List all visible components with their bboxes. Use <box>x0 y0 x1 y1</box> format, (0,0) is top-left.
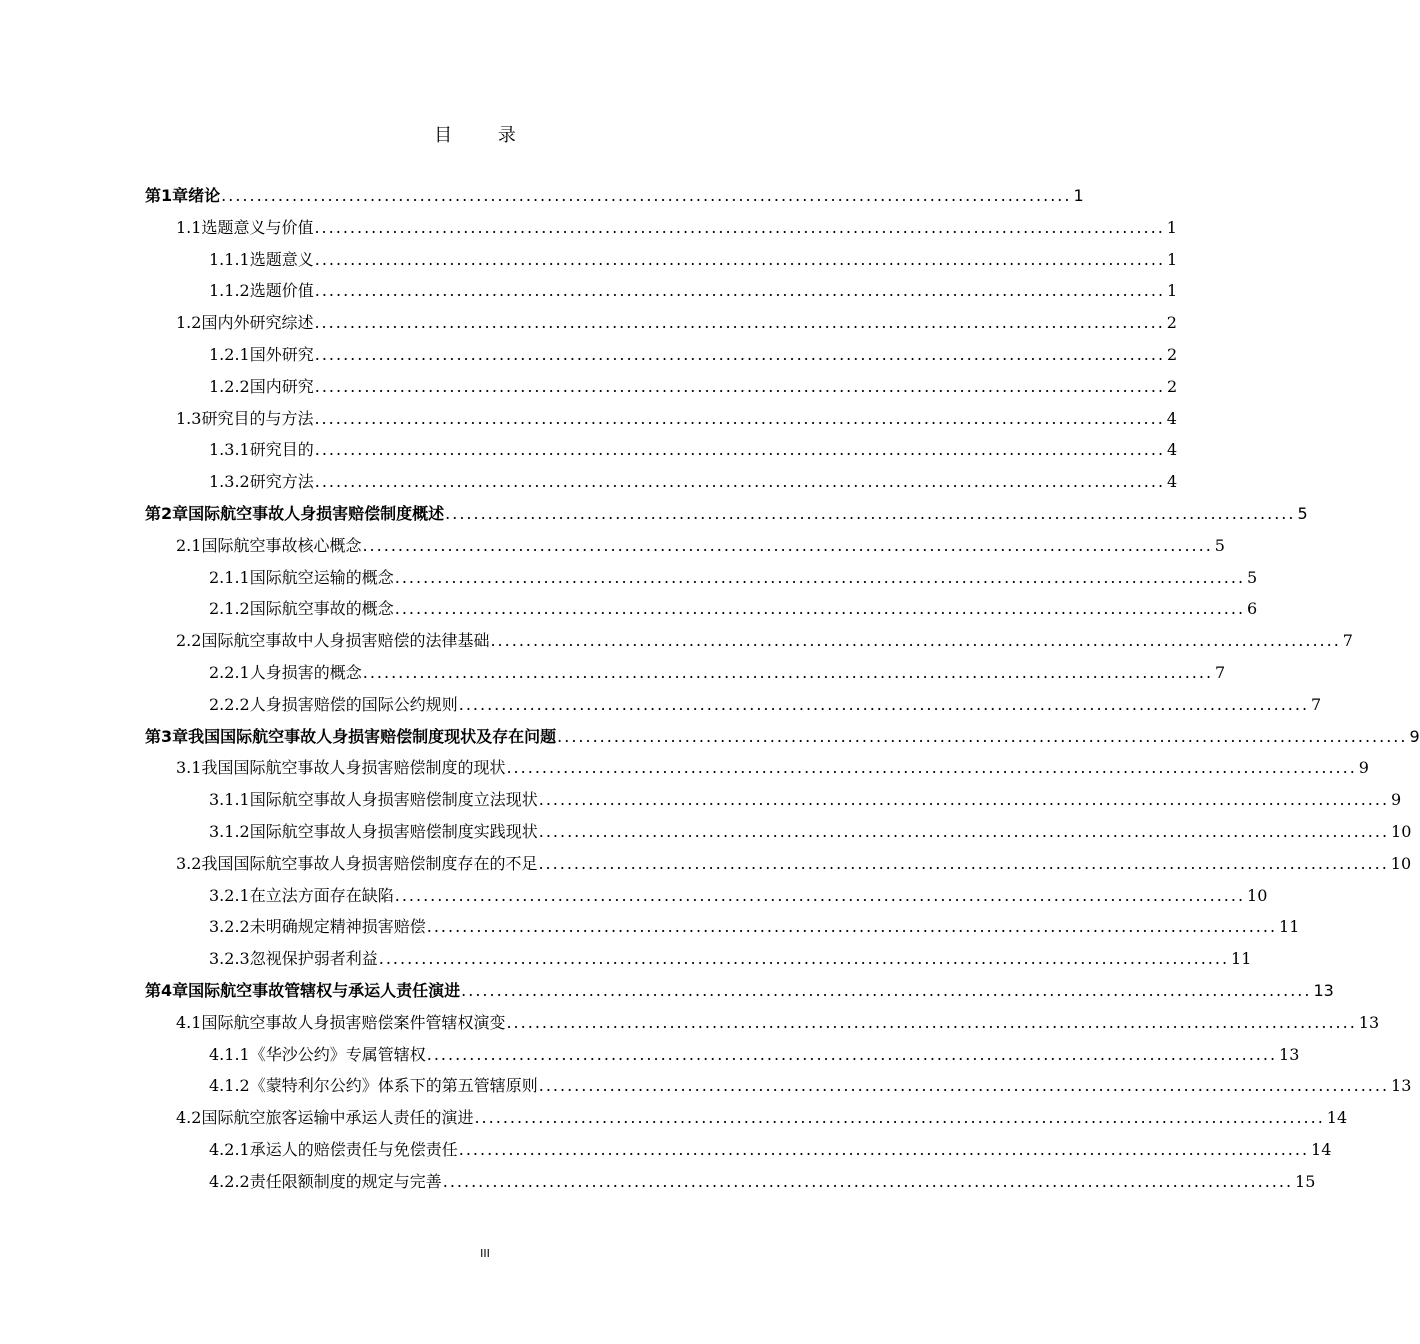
toc-subsection-entry[interactable] <box>209 593 1258 625</box>
toc-entry-number: 1.2 <box>176 313 202 333</box>
toc-entry-title: 选题价值 <box>249 281 314 301</box>
toc-entry-page: 4 <box>1167 472 1178 492</box>
toc-dot-leader: ........................................................................................................................ <box>538 853 1389 873</box>
toc-subsection-entry[interactable] <box>209 275 1178 307</box>
toc-entry-title: 人身损害的概念 <box>249 663 362 682</box>
toc-dot-leader: ........................................................................................................................ <box>461 981 1312 1000</box>
toc-entry-title: 《华沙公约》专属管辖权 <box>249 1044 426 1064</box>
toc-dot-leader: ........................................................................................................................ <box>314 472 1166 492</box>
toc-entry-page: 6 <box>1247 599 1258 619</box>
toc-entry-page: 5 <box>1297 504 1308 523</box>
toc-dot-leader: ........................................................................................................................ <box>557 726 1408 746</box>
toc-entry-page: 9 <box>1409 726 1420 746</box>
toc-entry-page: 14 <box>1326 1108 1348 1128</box>
toc-chapter-entry[interactable] <box>145 721 1420 753</box>
toc-section-entry[interactable] <box>176 848 1412 880</box>
toc-entry-page: 10 <box>1391 822 1412 841</box>
toc-title: 目 录 <box>434 125 536 146</box>
toc-dot-leader: ........................................................................................................................ <box>426 1044 1278 1064</box>
toc-entry-number: 4.2.1 <box>209 1140 250 1159</box>
toc-entry-number: 第4章 <box>145 981 189 1000</box>
toc-entry-page: 1 <box>1166 217 1177 237</box>
toc-entry-page: 10 <box>1247 885 1268 905</box>
toc-subsection-entry[interactable] <box>209 371 1178 403</box>
toc-entry-number: 4.1.1 <box>209 1044 250 1064</box>
toc-entry-title: 国际航空事故人身损害赔偿案件管辖权演变 <box>201 1012 506 1032</box>
toc-subsection-entry[interactable] <box>209 943 1252 975</box>
toc-entry-number: 2.2.2 <box>209 694 250 714</box>
toc-entry-number: 4.2 <box>176 1108 202 1128</box>
toc-entry-number: 4.1 <box>176 1012 202 1032</box>
toc-entry-number: 1.1.2 <box>209 281 250 301</box>
toc-subsection-entry[interactable] <box>209 339 1178 371</box>
toc-entry-title: 国际航空事故人身损害赔偿制度立法现状 <box>249 790 538 810</box>
toc-entry-number: 2.2 <box>176 631 202 651</box>
toc-entry-page: 7 <box>1215 663 1226 682</box>
toc-subsection-entry[interactable] <box>209 657 1226 689</box>
toc-entry-number: 3.2.3 <box>209 949 250 969</box>
toc-entry-number: 2.2.1 <box>209 663 250 682</box>
toc-entry-title: 国际航空旅客运输中承运人责任的演进 <box>201 1108 474 1128</box>
toc-entry-number: 1.1 <box>176 217 202 237</box>
toc-entry-page: 10 <box>1390 853 1412 873</box>
toc-dot-leader: ........................................................................................................................ <box>506 758 1357 778</box>
toc-entry-page: 9 <box>1391 790 1402 810</box>
toc-dot-leader: ........................................................................................................................ <box>538 1076 1390 1096</box>
toc-entry-title: 国际航空运输的概念 <box>249 567 394 587</box>
toc-entry-number: 1.3.1 <box>209 440 250 460</box>
toc-entry-title: 国内外研究综述 <box>201 313 314 333</box>
toc-subsection-entry[interactable] <box>209 784 1402 816</box>
toc-subsection-entry[interactable] <box>209 466 1178 498</box>
toc-dot-leader: ........................................................................................................................ <box>394 599 1246 619</box>
toc-entry-page: 13 <box>1391 1076 1412 1096</box>
toc-subsection-entry[interactable] <box>209 816 1412 848</box>
toc-section-entry[interactable] <box>176 530 1225 562</box>
toc-entry-title: 研究目的 <box>249 440 314 460</box>
toc-entry-page: 14 <box>1311 1140 1332 1159</box>
toc-dot-leader: ........................................................................................................................ <box>394 885 1246 905</box>
toc-subsection-entry[interactable] <box>209 880 1268 912</box>
toc-entry-page: 15 <box>1295 1171 1316 1191</box>
toc-entry-title: 国际航空事故人身损害赔偿制度概述 <box>188 504 445 523</box>
toc-dot-leader: ........................................................................................................................ <box>474 1108 1325 1128</box>
toc-entry-title: 我国国际航空事故人身损害赔偿制度现状及存在问题 <box>188 726 557 746</box>
toc-entry-title: 国际航空事故核心概念 <box>201 535 362 555</box>
toc-entry-title: 国际航空事故的概念 <box>249 599 394 619</box>
toc-entry-number: 1.2.1 <box>209 345 250 364</box>
toc-dot-leader: ........................................................................................................................ <box>458 694 1310 714</box>
toc-entry-title: 我国国际航空事故人身损害赔偿制度存在的不足 <box>201 853 538 873</box>
toc-subsection-entry[interactable] <box>209 562 1258 594</box>
toc-dot-leader: ........................................................................................................................ <box>362 535 1213 555</box>
toc-entry-page: 11 <box>1231 949 1252 969</box>
toc-dot-leader: ........................................................................................................................ <box>314 249 1166 269</box>
toc-entry-title: 忽视保护弱者利益 <box>249 949 378 969</box>
toc-entry-page: 5 <box>1214 535 1225 555</box>
toc-entry-page: 4 <box>1167 440 1178 460</box>
toc-subsection-entry[interactable] <box>209 1166 1316 1198</box>
toc-dot-leader: ........................................................................................................................ <box>314 281 1166 301</box>
toc-dot-leader: ........................................................................................................................ <box>314 376 1166 396</box>
toc-section-entry[interactable] <box>176 1007 1380 1039</box>
toc-dot-leader: ........................................................................................................................ <box>221 186 1072 205</box>
toc-dot-leader: ........................................................................................................................ <box>538 822 1390 841</box>
toc-section-entry[interactable] <box>176 307 1177 339</box>
toc-entry-title: 在立法方面存在缺陷 <box>249 885 394 905</box>
toc-entry-title: 国际航空事故中人身损害赔偿的法律基础 <box>201 631 490 651</box>
toc-section-entry[interactable] <box>176 625 1353 657</box>
toc-dot-leader: ........................................................................................................................ <box>506 1012 1357 1032</box>
toc-entry-page: 1 <box>1167 281 1178 301</box>
toc-dot-leader: ........................................................................................................................ <box>445 504 1296 523</box>
toc-subsection-entry[interactable] <box>209 434 1178 466</box>
toc-entry-title: 《蒙特利尔公约》体系下的第五管辖原则 <box>249 1076 538 1096</box>
toc-chapter-entry[interactable] <box>145 498 1308 530</box>
toc-entry-number: 2.1.1 <box>209 567 250 587</box>
toc-entry-page: 1 <box>1167 249 1178 269</box>
toc-subsection-entry[interactable] <box>209 1039 1300 1071</box>
toc-dot-leader: ........................................................................................................................ <box>490 631 1341 651</box>
toc-entry-title: 研究目的与方法 <box>201 408 314 428</box>
toc-entry-number: 4.2.2 <box>209 1171 250 1191</box>
toc-entry-page: 4 <box>1166 408 1177 428</box>
toc-entry-number: 第2章 <box>145 504 189 523</box>
toc-entry-number: 第3章 <box>145 726 189 746</box>
toc-entry-title: 承运人的赔偿责任与免偿责任 <box>249 1140 458 1159</box>
toc-entry-page: 13 <box>1358 1012 1380 1032</box>
toc-entry-number: 4.1.2 <box>209 1076 250 1096</box>
toc-entry-title: 选题意义与价值 <box>201 217 314 237</box>
toc-entry-title: 我国国际航空事故人身损害赔偿制度的现状 <box>201 758 506 778</box>
toc-chapter-entry[interactable] <box>145 180 1084 212</box>
toc-entry-number: 3.2.2 <box>209 917 250 937</box>
toc-entry-number: 1.3.2 <box>209 472 250 492</box>
toc-subsection-entry[interactable] <box>209 1134 1332 1166</box>
toc-entry-page: 13 <box>1313 981 1334 1000</box>
toc-subsection-entry[interactable] <box>209 911 1300 943</box>
toc-dot-leader: ........................................................................................................................ <box>394 567 1246 587</box>
toc-entry-number: 1.1.1 <box>209 249 250 269</box>
toc-entry-number: 1.3 <box>176 408 202 428</box>
toc-chapter-entry[interactable] <box>145 975 1334 1007</box>
toc-dot-leader: ........................................................................................................................ <box>314 408 1165 428</box>
toc-entry-title: 人身损害赔偿的国际公约规则 <box>249 694 458 714</box>
toc-section-entry[interactable] <box>176 1102 1348 1134</box>
toc-entry-number: 3.1 <box>176 758 202 778</box>
toc-entry-number: 3.1.2 <box>209 822 250 841</box>
toc-entry-page: 5 <box>1247 567 1258 587</box>
toc-entry-page: 9 <box>1358 758 1369 778</box>
toc-entry-number: 2.1 <box>176 535 202 555</box>
toc-entry-page: 1 <box>1073 186 1084 205</box>
toc-entry-page: 2 <box>1166 313 1177 333</box>
toc-entry-page: 7 <box>1342 631 1353 651</box>
toc-entry-page: 2 <box>1167 376 1178 396</box>
toc-section-entry[interactable] <box>176 752 1369 784</box>
toc-subsection-entry[interactable] <box>209 689 1322 721</box>
toc-entry-title: 选题意义 <box>249 249 314 269</box>
toc-entry-title: 责任限额制度的规定与完善 <box>249 1171 442 1191</box>
toc-entry-page: 7 <box>1311 694 1322 714</box>
toc-entry-page: 11 <box>1279 917 1300 937</box>
toc-entry-number: 3.2 <box>176 853 202 873</box>
toc-dot-leader: ........................................................................................................................ <box>314 217 1165 237</box>
toc-dot-leader: ........................................................................................................................ <box>314 313 1165 333</box>
toc-dot-leader: ........................................................................................................................ <box>426 917 1278 937</box>
toc-entry-page: 13 <box>1279 1044 1300 1064</box>
toc-entry-number: 2.1.2 <box>209 599 250 619</box>
toc-subsection-entry[interactable] <box>209 244 1178 276</box>
toc-section-entry[interactable] <box>176 403 1177 435</box>
toc-entry-number: 1.2.2 <box>209 376 250 396</box>
toc-entry-number: 3.1.1 <box>209 790 250 810</box>
toc-entry-title: 国际航空事故人身损害赔偿制度实践现状 <box>249 822 538 841</box>
toc-entry-number: 第1章 <box>145 186 189 205</box>
toc-dot-leader: ........................................................................................................................ <box>378 949 1230 969</box>
toc-dot-leader: ........................................................................................................................ <box>458 1140 1310 1159</box>
toc-entry-title: 研究方法 <box>249 472 314 492</box>
toc-entry-title: 国外研究 <box>249 345 314 364</box>
toc-dot-leader: ........................................................................................................................ <box>362 663 1214 682</box>
toc-subsection-entry[interactable] <box>209 1070 1412 1102</box>
toc-dot-leader: ........................................................................................................................ <box>314 345 1166 364</box>
toc-entry-title: 绪论 <box>188 186 221 205</box>
toc-dot-leader: ........................................................................................................................ <box>314 440 1166 460</box>
page-number: III <box>480 1247 490 1260</box>
toc-entry-page: 2 <box>1167 345 1178 364</box>
toc-dot-leader: ........................................................................................................................ <box>538 790 1390 810</box>
toc-entry-title: 国际航空事故管辖权与承运人责任演进 <box>188 981 461 1000</box>
toc-dot-leader: ........................................................................................................................ <box>442 1171 1294 1191</box>
toc-entry-title: 未明确规定精神损害赔偿 <box>249 917 426 937</box>
toc-entry-number: 3.2.1 <box>209 885 250 905</box>
toc-section-entry[interactable] <box>176 212 1177 244</box>
toc-entry-title: 国内研究 <box>249 376 314 396</box>
